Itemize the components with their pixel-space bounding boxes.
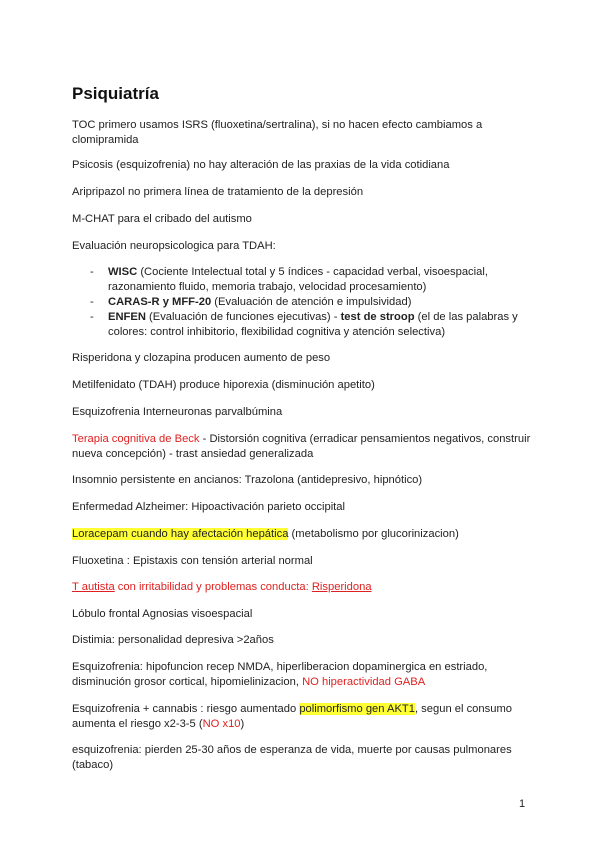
autista-desc: con irritabilidad y problemas conducta: [114, 581, 312, 593]
note-autismo [72, 580, 532, 595]
enfen-label: ENFEN [108, 311, 146, 323]
note-risperidona-peso: Risperidona y clozapina producen aumento de peso [72, 352, 331, 364]
tdah-test-list [90, 265, 530, 340]
x10-note: NO x10 [202, 718, 241, 730]
cannabis-desc-a: Esquizofrenia + cannabis : riesgo aumentado [72, 703, 300, 715]
beck-label: Terapia cognitiva de Beck [72, 433, 200, 445]
note-alzheimer: Enfermedad Alzheimer: Hipoactivación parieto occipital [72, 501, 345, 513]
list-dash: - [90, 296, 94, 308]
cannabis-desc-b: , segun el consumo aumenta el riesgo x2-3-5 ( [72, 703, 512, 730]
note-insomnio: Insomnio persistente en ancianos: Trazolona (antidepresivo, hipnótico) [72, 474, 423, 486]
note-distimia: Distimia: personalidad depresiva >2años [72, 634, 274, 646]
cannabis-desc-c: ) [240, 718, 245, 730]
stroop-desc: (el de las palabras y colores: control inhibitorio, flexibilidad cognitiva y atención selectiva) [108, 311, 518, 338]
akt1-highlight: polimorfismo gen AKT1 [299, 703, 415, 715]
wisc-label: WISC [108, 266, 138, 278]
caras-label: CARAS-R y MFF-20 [108, 296, 212, 308]
risperidona-label: Risperidona [311, 581, 372, 593]
list-item-wisc [90, 265, 530, 295]
list-dash: - [90, 311, 94, 323]
caras-desc: (Evaluación de atención e impulsividad) [211, 296, 412, 308]
note-lobulo-frontal: Lóbulo frontal Agnosias visoespacial [72, 608, 253, 620]
enfen-desc: (Evaluación de funciones ejecutivas) - [145, 311, 341, 323]
note-cannabis [72, 702, 532, 732]
stroop-label: test de stroop [340, 311, 415, 323]
note-beck [72, 432, 532, 462]
note-mchat: M-CHAT para el cribado del autismo [72, 213, 252, 225]
note-toc: TOC primero usamos ISRS (fluoxetina/sertralina), si no hacen efecto cambiamos a clomipramida [72, 119, 483, 146]
list-item-caras [90, 295, 530, 310]
note-esquizofrenia-nmda [72, 660, 532, 690]
note-aripiprazol: Aripripazol no primera línea de tratamiento de la depresión [72, 186, 364, 198]
nmda-desc: Esquizofrenia: hipofuncion recep NMDA, hiperliberacion dopaminergica en estriado, disminución grosor cortical, hipomielinizacion, [72, 661, 488, 688]
note-fluoxetina: Fluoxetina : Epistaxis con tensión arterial normal [72, 555, 313, 567]
note-loracepam [72, 527, 532, 542]
page-title: Psiquiatría [72, 84, 159, 103]
list-item-enfen [90, 310, 530, 340]
gaba-note: NO hiperactividad GABA [302, 676, 426, 688]
page-number: 1 [519, 798, 526, 810]
note-psicosis: Psicosis (esquizofrenia) no hay alteración de las praxias de la vida cotidiana [72, 159, 450, 171]
loracepam-highlight: Loracepam cuando hay afectación hepática [72, 528, 289, 540]
loracepam-desc: (metabolismo por glucorinizacion) [288, 528, 459, 540]
note-esperanza-vida: esquizofrenia: pierden 25-30 años de esperanza de vida, muerte por causas pulmonares (tabaco) [72, 744, 512, 771]
note-parvalbumina: Esquizofrenia Interneuronas parvalbúmina [72, 406, 283, 418]
list-dash: - [90, 266, 94, 278]
note-metilfenidato: Metilfenidato (TDAH) produce hiporexia (disminución apetito) [72, 379, 375, 391]
beck-desc: - Distorsión cognitiva (erradicar pensamientos negativos, construir nueva concepción) - trast ansiedad generalizada [72, 433, 531, 460]
wisc-desc: (Cociente Intelectual total y 5 índices - capacidad verbal, visoespacial, razonamiento fluido, memoria trabajo, velocidad procesamiento) [108, 266, 488, 293]
autista-label: T autista [72, 581, 115, 593]
note-tdah-heading: Evaluación neuropsicologica para TDAH: [72, 240, 276, 252]
